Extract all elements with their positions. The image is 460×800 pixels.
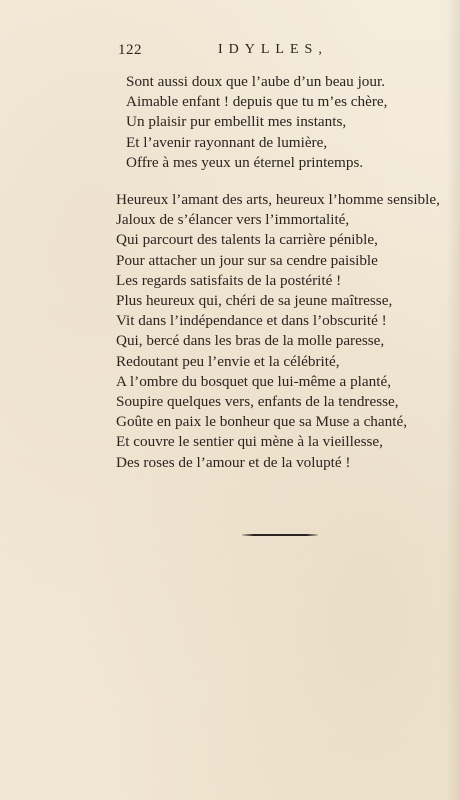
- verse-line: Et l’avenir rayonnant de lumière,: [126, 133, 328, 151]
- verse-line: Un plaisir pur embellit mes instants,: [126, 113, 347, 131]
- verse-line: A l’ombre du bosquet que lui-même a planté,: [116, 372, 391, 390]
- verse-line: Heureux l’amant des arts, heureux l’homme sensible,: [116, 191, 440, 208]
- page-edge-shadow: [446, 0, 460, 800]
- verse-line: Pour attacher un jour sur sa cendre paisible: [116, 251, 378, 269]
- ornamental-rule: [242, 534, 318, 536]
- verse-line: Plus heureux qui, chéri de sa jeune maîtresse,: [116, 292, 393, 310]
- running-title: IDYLLES,: [218, 42, 328, 57]
- page-header: [118, 42, 418, 62]
- verse-line: Qui, bercé dans les bras de la molle paresse,: [116, 332, 385, 350]
- stanza-1: [126, 72, 387, 173]
- verse-line: Sont aussi doux que l’aube d’un beau jour.: [126, 73, 385, 90]
- verse-line: Jaloux de s’élancer vers l’immortalité,: [116, 211, 350, 229]
- verse-line: Les regards satisfaits de la postérité !: [116, 271, 342, 289]
- verse-line: Aimable enfant ! depuis que tu m’es chère,: [126, 93, 388, 111]
- stanza-2: [116, 190, 440, 473]
- page-number: 122: [118, 42, 142, 58]
- verse-line: Soupire quelques vers, enfants de la tendresse,: [116, 393, 399, 411]
- verse-line: Redoutant peu l’envie et la célébrité,: [116, 352, 340, 370]
- verse-line: Offre à mes yeux un éternel printemps.: [126, 153, 364, 171]
- verse-line: Et couvre le sentier qui mène à la vieillesse,: [116, 433, 383, 451]
- verse-line: Qui parcourt des talents la carrière pénible,: [116, 231, 378, 249]
- verse-line: Goûte en paix le bonheur que sa Muse a chanté,: [116, 413, 407, 431]
- verse-line: Des roses de l’amour et de la volupté !: [116, 453, 351, 471]
- verse-line: Vit dans l’indépendance et dans l’obscurité !: [116, 312, 387, 330]
